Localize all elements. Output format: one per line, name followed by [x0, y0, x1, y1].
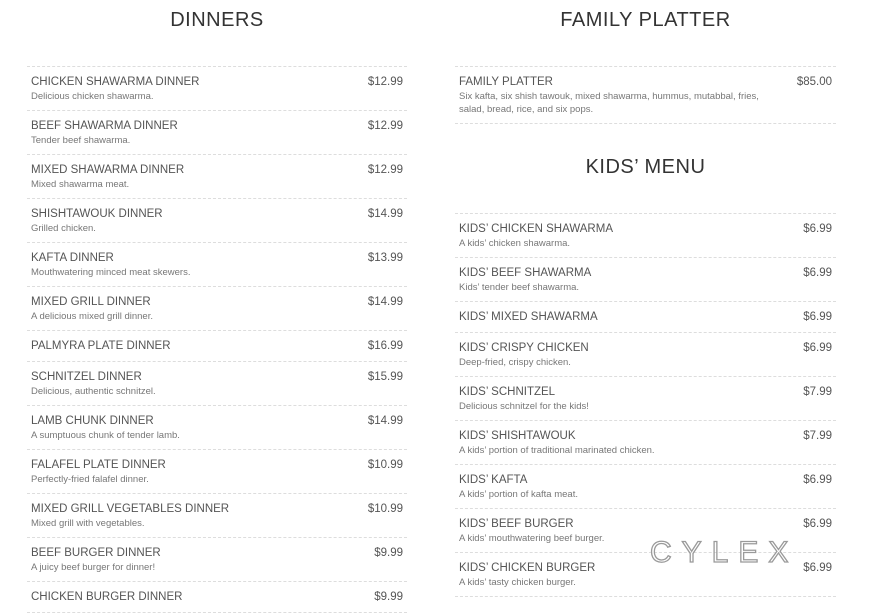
item-price: $6.99	[803, 474, 832, 486]
item-name: KIDS’ CHICKEN BURGER	[459, 562, 596, 574]
menu-item	[27, 494, 407, 538]
item-price: $6.99	[803, 311, 832, 323]
item-name: CHICKEN BURGER DINNER	[31, 591, 183, 603]
family-platter-list	[455, 66, 836, 124]
item-description: A kids’ portion of kafta meat.	[459, 489, 578, 500]
item-description: Deep-fried, crispy chicken.	[459, 357, 571, 368]
menu-item	[27, 67, 407, 111]
kids-menu-title: KIDS’ MENU	[585, 156, 706, 178]
item-price: $6.99	[803, 267, 832, 279]
menu-item	[455, 302, 836, 333]
menu-item	[27, 406, 407, 450]
menu-item	[455, 333, 836, 377]
item-price: $7.99	[803, 430, 832, 442]
menu-item	[455, 377, 836, 421]
menu-item	[455, 258, 836, 302]
menu-item	[455, 465, 836, 509]
item-price: $13.99	[367, 252, 403, 264]
dinners-title: DINNERS	[170, 9, 264, 31]
item-description: A kids’ tasty chicken burger.	[459, 577, 576, 588]
cylex-watermark-logo	[650, 534, 860, 568]
item-description: Mouthwatering minced meat skewers.	[31, 267, 191, 278]
menu-item	[27, 111, 407, 155]
menu-item	[27, 287, 407, 331]
item-price: $6.99	[803, 562, 832, 574]
menu-item	[455, 67, 836, 124]
item-name: KIDS’ SHISHTAWOUK	[459, 430, 576, 442]
item-name: KIDS’ CRISPY CHICKEN	[459, 342, 589, 354]
item-description: A kids’ portion of traditional marinated chicken.	[459, 445, 655, 456]
item-name: PALMYRA PLATE DINNER	[31, 340, 171, 352]
item-name: MIXED GRILL DINNER	[31, 296, 151, 308]
item-description: A delicious mixed grill dinner.	[31, 311, 153, 322]
item-name: FALAFEL PLATE DINNER	[31, 459, 166, 471]
item-description: Perfectly-fried falafel dinner.	[31, 474, 149, 485]
menu-item	[27, 155, 407, 199]
menu-item	[27, 538, 407, 582]
item-price: $10.99	[367, 503, 403, 515]
item-name: BEEF BURGER DINNER	[31, 547, 161, 559]
item-price: $6.99	[803, 518, 832, 530]
item-description: A sumptuous chunk of tender lamb.	[31, 430, 180, 441]
item-description: Delicious chicken shawarma.	[31, 91, 154, 102]
item-description: Delicious schnitzel for the kids!	[459, 401, 589, 412]
item-name: SHISHTAWOUK DINNER	[31, 208, 163, 220]
item-name: CHICKEN SHAWARMA DINNER	[31, 76, 200, 88]
item-price: $9.99	[374, 591, 403, 603]
menu-item	[455, 214, 836, 258]
item-name: SCHNITZEL DINNER	[31, 371, 142, 383]
item-description: A juicy beef burger for dinner!	[31, 562, 156, 573]
menu-item	[455, 421, 836, 465]
item-description: A kids’ mouthwatering beef burger.	[459, 533, 605, 544]
menu-item	[27, 450, 407, 494]
dinners-list	[27, 66, 407, 613]
item-price: $7.99	[803, 386, 832, 398]
item-price: $12.99	[367, 76, 403, 88]
menu-item	[27, 331, 407, 362]
item-price: $10.99	[367, 459, 403, 471]
item-description: Kids’ tender beef shawarma.	[459, 282, 580, 293]
menu-item	[27, 362, 407, 406]
item-price: $6.99	[803, 342, 832, 354]
item-description: Mixed shawarma meat.	[31, 179, 130, 190]
watermark-text: CYLEX	[650, 536, 799, 569]
item-description: A kids’ chicken shawarma.	[459, 238, 571, 249]
item-description: Six kafta, six shish tawouk, mixed shawarma, hummus, mutabbal, fries, salad, bread, rice, and six pops.	[459, 91, 759, 115]
item-name: MIXED SHAWARMA DINNER	[31, 164, 185, 176]
item-name: KIDS’ SCHNITZEL	[459, 386, 556, 398]
item-name: KIDS’ BEEF SHAWARMA	[459, 267, 592, 279]
item-name: KIDS’ BEEF BURGER	[459, 518, 574, 530]
family-platter-title: FAMILY PLATTER	[560, 9, 731, 31]
menu-item	[27, 199, 407, 243]
item-description: Delicious, authentic schnitzel.	[31, 386, 156, 397]
item-price: $16.99	[367, 340, 403, 352]
item-name: KAFTA DINNER	[31, 252, 114, 264]
item-name: KIDS’ CHICKEN SHAWARMA	[459, 223, 613, 235]
item-name: KIDS’ MIXED SHAWARMA	[459, 311, 598, 323]
menu-item	[27, 582, 407, 613]
item-name: KIDS’ KAFTA	[459, 474, 528, 486]
item-description: Tender beef shawarma.	[31, 135, 131, 146]
item-price: $6.99	[803, 223, 832, 235]
item-name: MIXED GRILL VEGETABLES DINNER	[31, 503, 230, 515]
item-price: $9.99	[374, 547, 403, 559]
item-price: $15.99	[367, 371, 403, 383]
item-price: $85.00	[796, 76, 832, 88]
item-price: $12.99	[367, 164, 403, 176]
item-name: FAMILY PLATTER	[459, 76, 553, 88]
item-price: $14.99	[367, 415, 403, 427]
item-price: $12.99	[367, 120, 403, 132]
item-name: BEEF SHAWARMA DINNER	[31, 120, 178, 132]
item-description: Grilled chicken.	[31, 223, 96, 234]
menu-item	[27, 243, 407, 287]
item-description: Mixed grill with vegetables.	[31, 518, 145, 529]
item-price: $14.99	[367, 296, 403, 308]
item-price: $14.99	[367, 208, 403, 220]
item-name: LAMB CHUNK DINNER	[31, 415, 154, 427]
